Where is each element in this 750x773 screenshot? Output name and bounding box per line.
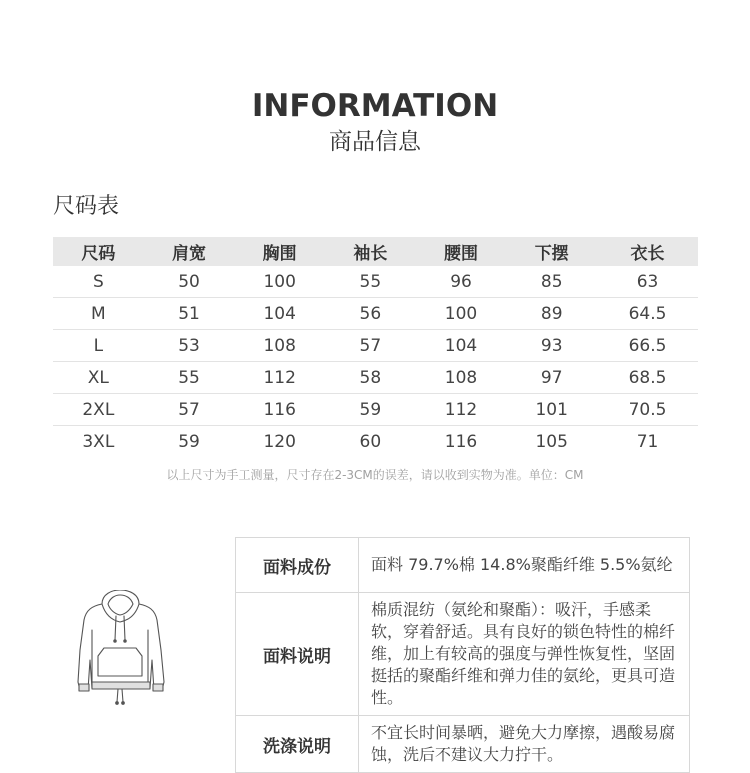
cell-chest: 104 (234, 298, 325, 330)
cell-hem: 101 (506, 394, 597, 426)
size-chart-header-row (53, 237, 698, 266)
cell-waist: 112 (416, 394, 507, 426)
cell-shoulder: 59 (178, 431, 200, 452)
col-header-sleeve: 袖长 (325, 237, 416, 266)
col-header-length: 衣长 (597, 237, 698, 266)
table-row (53, 266, 698, 298)
table-row (53, 330, 698, 362)
col-header-chest: 胸围 (234, 237, 325, 266)
cell-hem: 89 (506, 298, 597, 330)
table-row (53, 298, 698, 330)
cell-length: 64.5 (597, 298, 698, 330)
title-english: INFORMATION (251, 88, 499, 124)
info-label: 洗涤说明 (236, 716, 359, 773)
title-chinese: 商品信息 (329, 129, 421, 155)
cell-shoulder: 53 (144, 330, 235, 362)
cell-hem: 97 (506, 362, 597, 394)
info-label: 面料成份 (236, 538, 359, 593)
col-header-shoulder: 肩宽 (144, 237, 235, 266)
cell-length: 71 (636, 431, 659, 452)
cell-shoulder: 55 (144, 362, 235, 394)
cell-size: L (53, 330, 144, 362)
cell-sleeve: 57 (325, 330, 416, 362)
cell-shoulder: 51 (144, 298, 235, 330)
cell-sleeve: 55 (325, 266, 416, 298)
cell-waist: 116 (444, 431, 478, 452)
cell-size: 2XL (53, 394, 144, 426)
cell-chest: 100 (234, 266, 325, 298)
cell-length: 66.5 (597, 330, 698, 362)
size-chart-table (53, 237, 698, 457)
info-row-washing-instructions (236, 716, 690, 773)
measurement-note: 以上尺寸为手工测量，尺寸存在2-3CM的误差，请以收到实物为准。单位：CM (166, 468, 584, 482)
info-row-fabric-composition (236, 538, 690, 593)
page-header (0, 88, 750, 158)
cell-size: 3XL (82, 431, 115, 452)
cell-sleeve: 58 (325, 362, 416, 394)
cell-waist: 100 (416, 298, 507, 330)
col-header-waist: 腰围 (416, 237, 507, 266)
info-row-fabric-description (236, 593, 690, 716)
cell-chest: 108 (234, 330, 325, 362)
cell-chest: 112 (234, 362, 325, 394)
cell-shoulder: 50 (144, 266, 235, 298)
cell-waist: 108 (416, 362, 507, 394)
cell-waist: 96 (416, 266, 507, 298)
cell-length: 63 (597, 266, 698, 298)
cell-hem: 105 (535, 431, 568, 452)
cell-size: M (53, 298, 144, 330)
cell-sleeve: 59 (325, 394, 416, 426)
product-info-table (235, 537, 690, 773)
cell-size: S (53, 266, 144, 298)
cell-chest: 116 (234, 394, 325, 426)
hoodie-icon (74, 590, 166, 720)
cell-waist: 104 (416, 330, 507, 362)
table-row (53, 362, 698, 394)
cell-shoulder: 57 (144, 394, 235, 426)
info-value: 棉质混纺（氨纶和聚酯）：吸汗，手感柔软，穿着舒适。具有良好的锁色特性的棉纤维，加上有较高的强度与弹性恢复性，坚固挺括的聚酯纤维和弹力佳的氨纶，更具可造性。 (359, 593, 690, 716)
col-header-size: 尺码 (53, 237, 144, 266)
table-row (53, 426, 698, 458)
col-header-hem: 下摆 (506, 237, 597, 266)
info-value: 面料 79.7%棉 14.8%聚酯纤维 5.5%氨纶 (359, 538, 690, 593)
cell-hem: 85 (506, 266, 597, 298)
table-row (53, 394, 698, 426)
size-chart-title: 尺码表 (53, 194, 120, 219)
cell-size: XL (53, 362, 144, 394)
cell-length: 68.5 (597, 362, 698, 394)
cell-length: 70.5 (597, 394, 698, 426)
cell-chest: 120 (263, 431, 296, 452)
cell-hem: 93 (506, 330, 597, 362)
cell-sleeve: 60 (359, 431, 382, 452)
cell-sleeve: 56 (325, 298, 416, 330)
info-value: 不宜长时间暴晒，避免大力摩擦，遇酸易腐蚀，洗后不建议大力拧干。 (359, 716, 690, 773)
info-label: 面料说明 (236, 593, 359, 716)
